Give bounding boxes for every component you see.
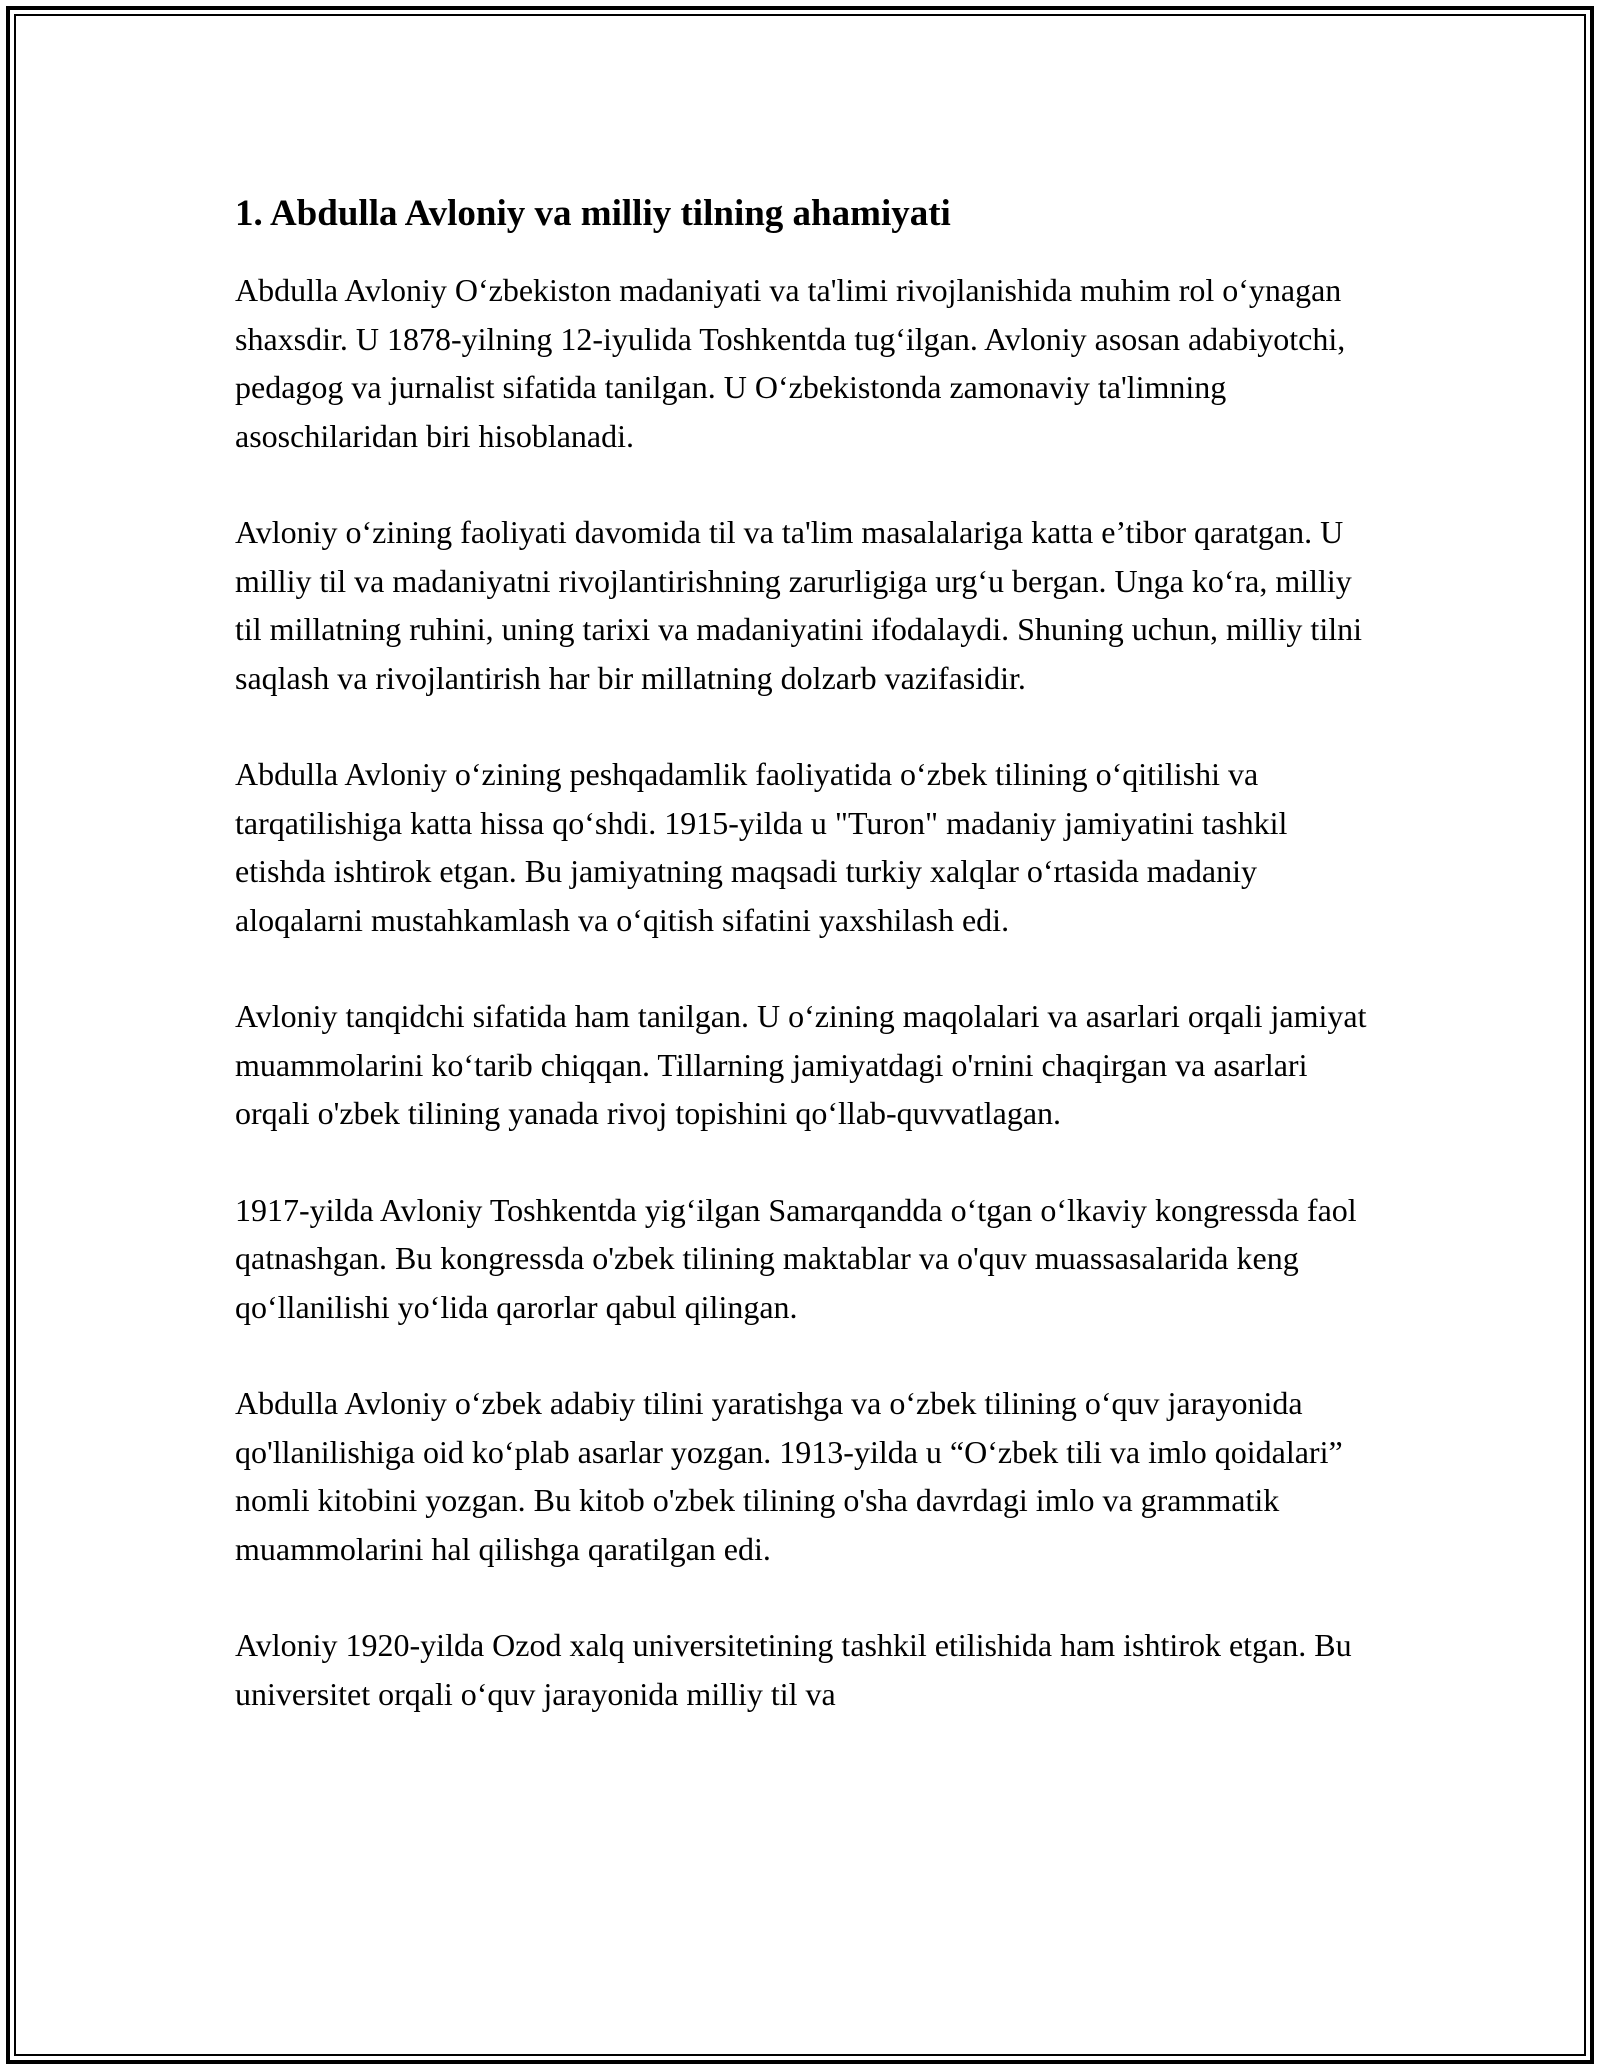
document-body — [235, 186, 1370, 1766]
paragraph-4: Avloniy tanqidchi sifatida ham tanilgan. U o‘zining maqolalari va asarlari orqali jamiyat muammolarini ko‘tarib chiqqan. Tillarning jamiyatdagi o'rnini chaqirgan va asarlari orqali o'zbek tilining yanada rivoj topishini qo‘llab-quvvatlagan. — [235, 998, 1367, 1131]
paragraph-7: Avloniy 1920-yilda Ozod xalq universitetining tashkil etilishida ham ishtirok etgan. Bu universitet orqali o‘quv jarayonida milliy til va — [235, 1627, 1352, 1712]
paragraph-5: 1917-yilda Avloniy Toshkentda yig‘ilgan Samarqandda o‘tgan o‘lkaviy kongressda faol qatnashgan. Bu kongressda o'zbek tilining maktablar va o'quv muassasalarida keng qo‘llanilishi yo‘lida qarorlar qabul qilingan. — [235, 1191, 1357, 1325]
paragraph-1: Abdulla Avloniy O‘zbekiston madaniyati va ta'limi rivojlanishida muhim rol o‘ynagan shaxsdir. U 1878-yilning 12-iyulida Toshkentda tug‘ilgan. Avloniy asosan adabiyotchi, pedagog va jurnalist sifatida tanilgan. U O‘zbekistonda zamonaviy ta'limning asoschilaridan biri hisoblanadi. — [235, 272, 1346, 454]
paragraph-3: Abdulla Avloniy o‘zining peshqadamlik faoliyatida o‘zbek tilining o‘qitilishi va tarqatilishiga katta hissa qo‘shdi. 1915-yilda u "Turon" madaniy jamiyatini tashkil etishda ishtirok etgan. Bu jamiyatning maqsadi turkiy xalqlar o‘rtasida madaniy aloqalarni mustahkamlash va o‘qitish sifatini yaxshilash edi. — [235, 756, 1288, 938]
section-heading: 1. Abdulla Avloniy va milliy tilning ahamiyati — [235, 193, 951, 234]
paragraph-6: Abdulla Avloniy o‘zbek adabiy tilini yaratishga va o‘zbek tilining o‘quv jarayonida qo'llanilishiga oid ko‘plab asarlar yozgan. 1913-yilda u “O‘zbek tili va imlo qoidalari” nomli kitobini yozgan. Bu kitob o'zbek tilining o'sha davrdagi imlo va grammatik muammolarini hal qilishga qaratilgan edi. — [235, 1385, 1343, 1567]
paragraph-2: Avloniy o‘zining faoliyati davomida til va ta'lim masalalariga katta e’tibor qaratgan. U milliy til va madaniyatni rivojlantirishning zarurligiga urg‘u bergan. Unga ko‘ra, milliy til millatning ruhini, uning tarixi va madaniyatini ifodalaydi. Shuning uchun, milliy tilni saqlash va rivojlantirish har bir millatning dolzarb vazifasidir. — [235, 514, 1362, 696]
